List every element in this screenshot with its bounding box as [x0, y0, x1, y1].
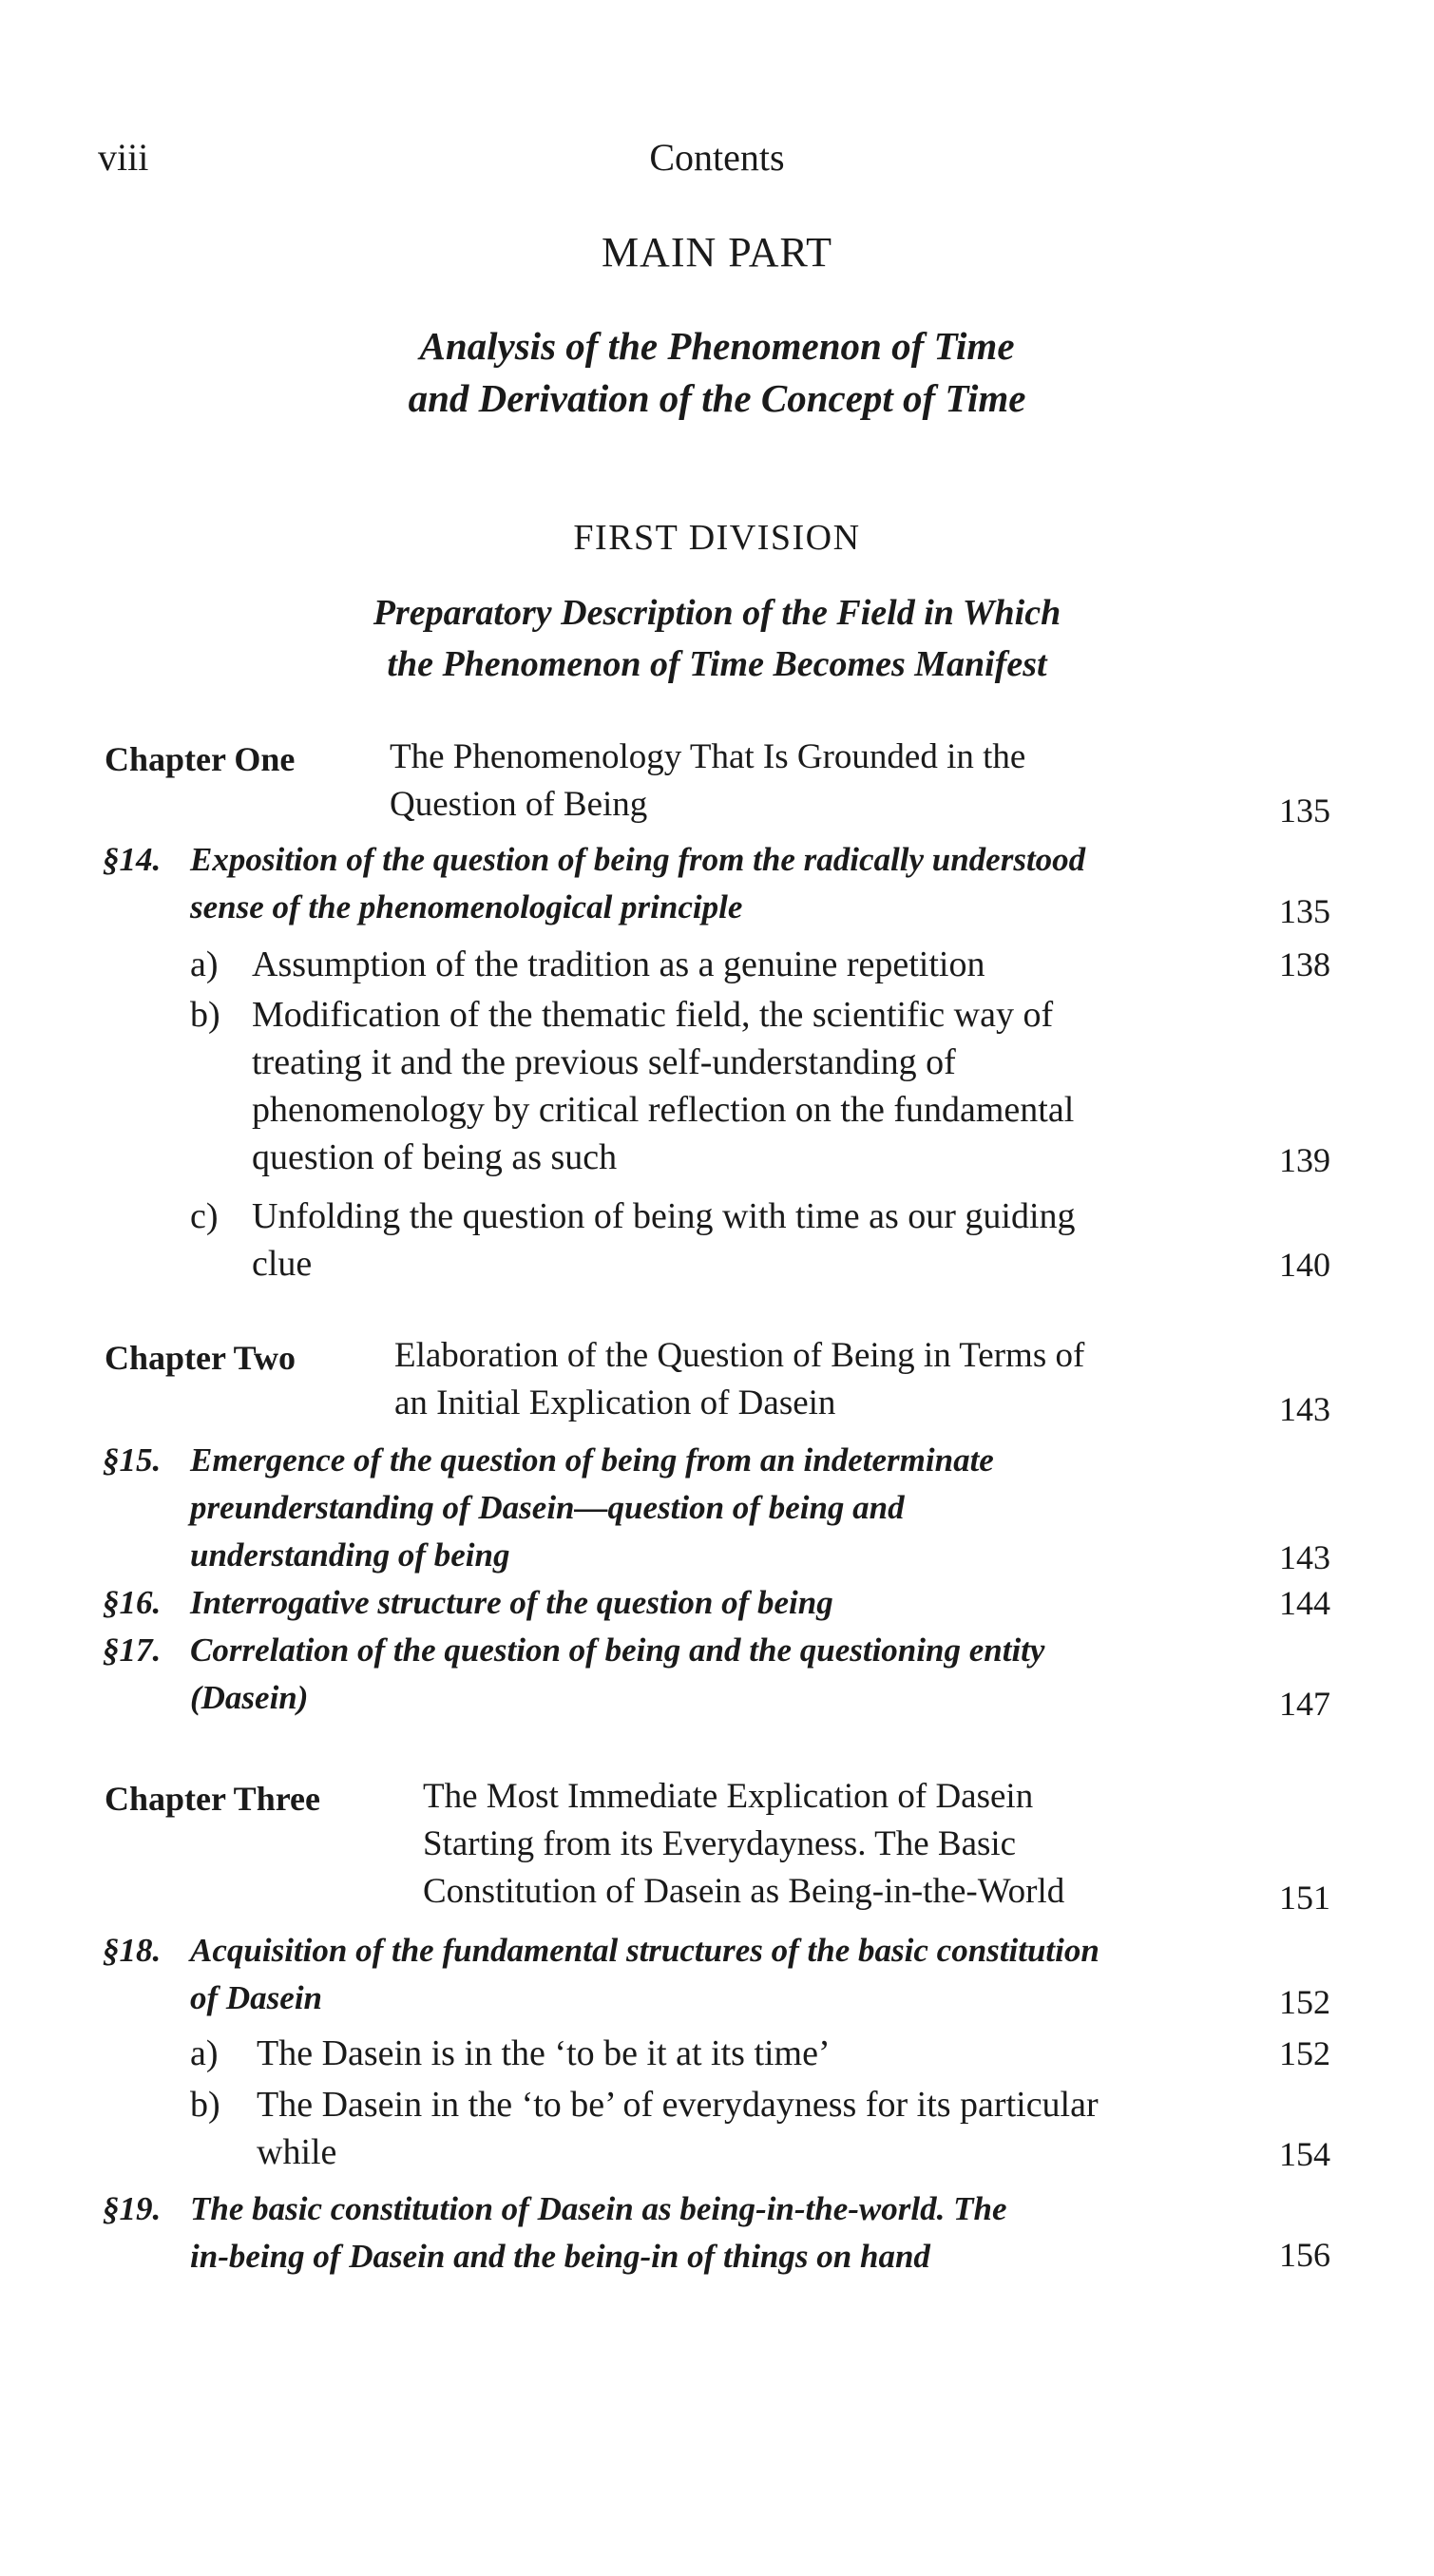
- section-18-title: [190, 1927, 1099, 2022]
- item-14b-line-1: Modification of the thematic field, the scientific way of: [252, 995, 1054, 1035]
- item-14b-page: 139: [1279, 1141, 1330, 1179]
- running-title: Contents: [649, 136, 785, 179]
- chapter-three-title-line-1: The Most Immediate Explication of Dasein: [423, 1777, 1034, 1816]
- section-15-number: §15.: [103, 1441, 162, 1479]
- main-part-subtitle-line-2: and Derivation of the Concept of Time: [408, 376, 1026, 420]
- item-18b-page: 154: [1279, 2135, 1330, 2173]
- section-15-line-2: preunderstanding of Dasein—question of being and: [190, 1489, 905, 1526]
- item-18a-marker: a): [190, 2033, 219, 2073]
- item-18a-page: 152: [1279, 2034, 1330, 2072]
- section-16-title: Interrogative structure of the question of being: [190, 1584, 833, 1621]
- chapter-one-page: 135: [1279, 792, 1330, 830]
- section-18-line-1: Acquisition of the fundamental structures of the basic constitution: [190, 1932, 1099, 1969]
- chapter-three-title: [423, 1773, 1064, 1916]
- page-number: viii: [98, 136, 149, 179]
- main-part-heading: MAIN PART: [601, 229, 833, 276]
- section-19-title: [190, 2185, 1007, 2280]
- section-18-number: §18.: [103, 1932, 162, 1969]
- section-19-line-2: in-being of Dasein and the being-in of things on hand: [190, 2238, 930, 2275]
- item-14a-text: Assumption of the tradition as a genuine repetition: [252, 945, 985, 984]
- chapter-one-label: Chapter One: [105, 740, 296, 778]
- section-17-number: §17.: [103, 1631, 162, 1669]
- first-division-subtitle-line-1: Preparatory Description of the Field in Which: [373, 593, 1061, 633]
- section-15-line-1: Emergence of the question of being from an indeterminate: [190, 1441, 994, 1479]
- section-17-line-2: (Dasein): [190, 1679, 309, 1716]
- section-17-title: [190, 1627, 1044, 1722]
- section-15-page: 143: [1279, 1538, 1330, 1576]
- item-14b-line-3: phenomenology by critical reflection on the fundamental: [252, 1090, 1075, 1130]
- section-19-page: 156: [1279, 2236, 1330, 2274]
- section-15-title: [190, 1437, 994, 1579]
- section-14-title: [190, 836, 1085, 931]
- first-division-heading: FIRST DIVISION: [573, 518, 861, 558]
- chapter-two-title: [394, 1332, 1084, 1427]
- item-14a-page: 138: [1279, 945, 1330, 983]
- item-14c-text: [252, 1193, 1076, 1288]
- item-18b-text: [257, 2081, 1099, 2176]
- chapter-three-label: Chapter Three: [105, 1780, 321, 1818]
- item-18b-line-2: while: [257, 2132, 337, 2172]
- item-14a-marker: a): [190, 945, 219, 984]
- item-14b-line-4: question of being as such: [252, 1137, 618, 1177]
- item-14b-line-2: treating it and the previous self-understanding of: [252, 1042, 956, 1082]
- chapter-two-title-line-1: Elaboration of the Question of Being in Terms of: [394, 1336, 1085, 1375]
- section-14-line-2: sense of the phenomenological principle: [190, 888, 743, 925]
- item-14b-marker: b): [190, 995, 220, 1035]
- chapter-two-title-line-2: an Initial Explication of Dasein: [394, 1383, 836, 1422]
- chapter-one-title-line-2: Question of Being: [390, 785, 648, 824]
- first-division-subtitle: [0, 587, 1434, 690]
- section-14-line-1: Exposition of the question of being from the radically understood: [190, 841, 1086, 878]
- section-18-line-2: of Dasein: [190, 1979, 323, 2016]
- chapter-three-title-line-2: Starting from its Everydayness. The Basic: [423, 1824, 1017, 1863]
- chapter-two-page: 143: [1279, 1390, 1330, 1428]
- section-17-page: 147: [1279, 1685, 1330, 1723]
- item-18a-text: The Dasein is in the ‘to be it at its time’: [257, 2033, 831, 2073]
- chapter-three-title-line-3: Constitution of Dasein as Being-in-the-World: [423, 1872, 1065, 1911]
- chapter-one-title-line-1: The Phenomenology That Is Grounded in the: [390, 737, 1026, 776]
- section-16-number: §16.: [103, 1584, 162, 1621]
- item-14c-marker: c): [190, 1196, 219, 1236]
- chapter-two-label: Chapter Two: [105, 1339, 296, 1377]
- main-part-subtitle: [0, 320, 1434, 425]
- section-17-line-1: Correlation of the question of being and the questioning entity: [190, 1631, 1045, 1669]
- first-division-subtitle-line-2: the Phenomenon of Time Becomes Manifest: [387, 644, 1047, 684]
- chapter-three-page: 151: [1279, 1879, 1330, 1917]
- chapter-one-title: [390, 734, 1025, 829]
- section-16-page: 144: [1279, 1584, 1330, 1622]
- item-18b-line-1: The Dasein in the ‘to be’ of everydayness for its particular: [257, 2085, 1099, 2125]
- section-19-line-1: The basic constitution of Dasein as being-in-the-world. The: [190, 2190, 1007, 2227]
- item-14c-page: 140: [1279, 1246, 1330, 1284]
- section-18-page: 152: [1279, 1983, 1330, 2021]
- main-part-subtitle-line-1: Analysis of the Phenomenon of Time: [419, 324, 1015, 368]
- section-14-number: §14.: [103, 841, 162, 878]
- item-14b-text: [252, 991, 1074, 1181]
- item-14c-line-2: clue: [252, 1244, 313, 1284]
- section-14-page: 135: [1279, 892, 1330, 930]
- section-15-line-3: understanding of being: [190, 1536, 510, 1574]
- item-14c-line-1: Unfolding the question of being with time as our guiding: [252, 1196, 1076, 1236]
- item-18b-marker: b): [190, 2085, 220, 2125]
- section-19-number: §19.: [103, 2190, 162, 2227]
